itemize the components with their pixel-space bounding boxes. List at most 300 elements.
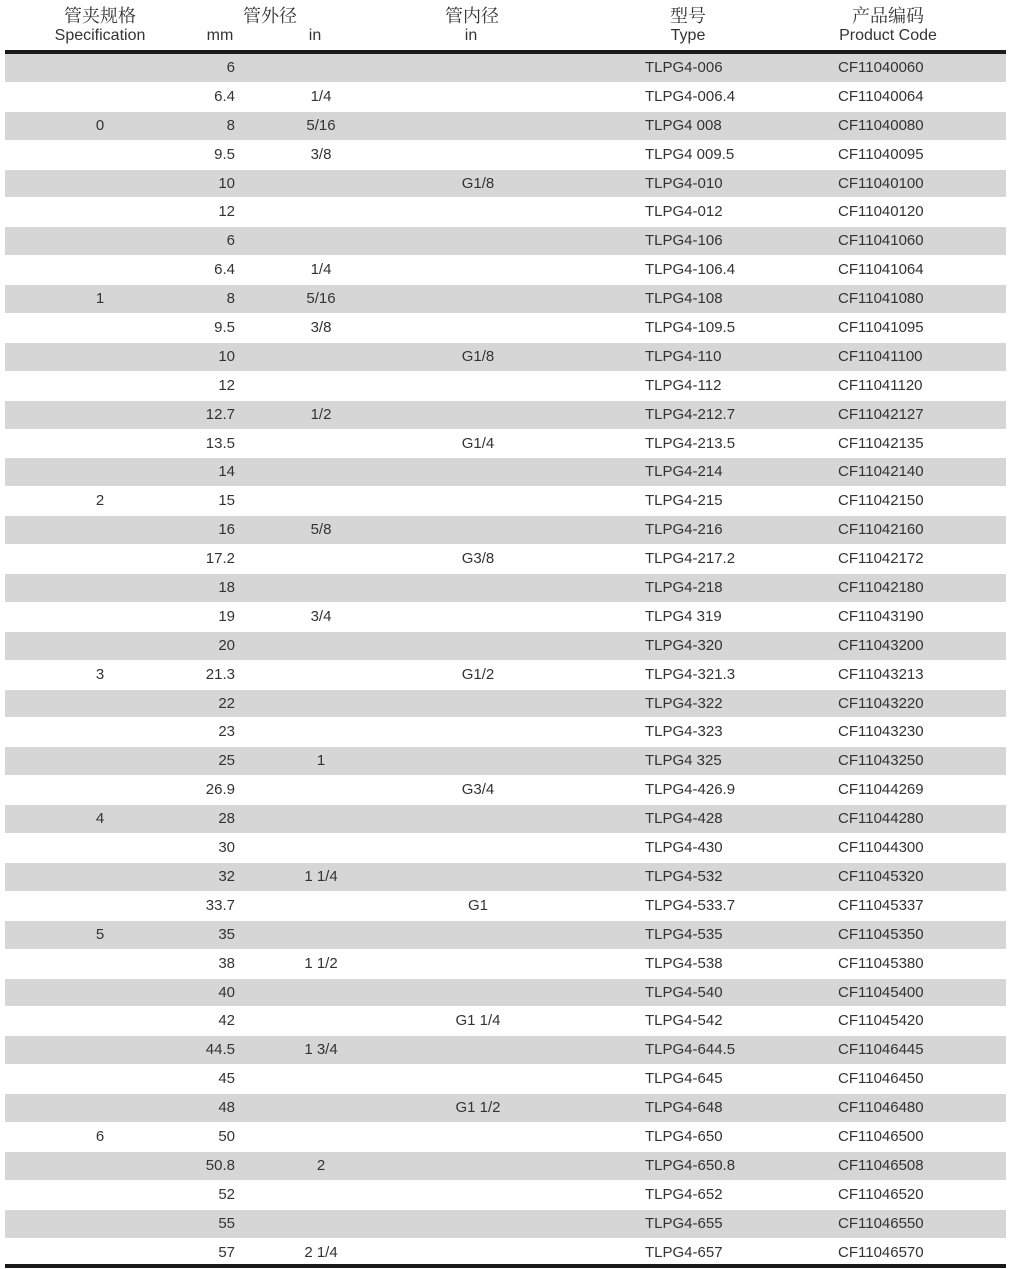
table-row: [5, 892, 1006, 921]
outer-diameter-mm-cell: 48: [218, 1099, 235, 1117]
inner-diameter-cell: [428, 487, 528, 515]
outer-diameter-header-zh: 管外径: [243, 6, 297, 26]
spec-cell: [5, 950, 195, 978]
inner-diameter-cell: [428, 1065, 528, 1093]
spec-cell: 1: [95, 290, 105, 308]
outer-diameter-in-cell: 2: [316, 1156, 326, 1174]
type-cell: TLPG4 009.5: [645, 145, 735, 163]
type-cell: TLPG4-320: [645, 636, 723, 654]
type-cell: TLPG4-108: [645, 290, 723, 308]
spec-cell: [5, 776, 195, 804]
outer-diameter-in-cell: [271, 227, 371, 255]
table-row: [5, 256, 1006, 285]
outer-diameter-mm-cell: 18: [218, 579, 235, 597]
outer-diameter-mm-cell: 12: [218, 203, 235, 221]
table-row: [5, 1094, 1006, 1123]
product-code-cell: CF11041060: [838, 232, 924, 250]
inner-diameter-cell: [428, 141, 528, 169]
product-code-cell: CF11043213: [838, 665, 924, 683]
inner-diameter-cell: [428, 834, 528, 862]
spec-cell: 2: [95, 492, 105, 510]
outer-diameter-mm-cell: 8: [226, 116, 235, 134]
type-cell: TLPG4-538: [645, 954, 723, 972]
spec-cell: [5, 863, 195, 891]
inner-diameter-cell: G1 1/4: [455, 1012, 501, 1030]
outer-diameter-in-cell: 5/16: [306, 290, 336, 308]
spec-cell: [5, 1065, 195, 1093]
spec-cell: [5, 83, 195, 111]
type-cell: TLPG4-648: [645, 1099, 723, 1117]
spec-cell: [5, 170, 195, 198]
outer-diameter-mm-cell: 12.7: [205, 405, 235, 423]
spec-cell: [5, 979, 195, 1007]
type-cell: TLPG4-106: [645, 232, 723, 250]
outer-diameter-in-cell: [271, 892, 371, 920]
outer-diameter-in-cell: 1/4: [310, 261, 332, 279]
inner-diameter-cell: [428, 747, 528, 775]
inner-diameter-cell: G1: [467, 896, 488, 914]
spec-cell: [5, 401, 195, 429]
outer-diameter-mm-cell: 45: [218, 1070, 235, 1088]
table-row: [5, 979, 1006, 1008]
inner-diameter-cell: G1/8: [461, 347, 495, 365]
table-row: [5, 112, 1006, 141]
product-code-cell: CF11046500: [838, 1127, 924, 1145]
outer-diameter-mm-cell: 25: [218, 752, 235, 770]
outer-diameter-mm-cell: 44.5: [205, 1041, 235, 1059]
type-cell: TLPG4-213.5: [645, 434, 736, 452]
table-row: [5, 141, 1006, 170]
product-code-cell: CF11043200: [838, 636, 924, 654]
inner-diameter-cell: [428, 54, 528, 82]
table-row: [5, 314, 1006, 343]
table-row: [5, 227, 1006, 256]
table-row: [5, 285, 1006, 314]
type-cell: TLPG4-006.4: [645, 87, 736, 105]
outer-diameter-in-cell: [271, 545, 371, 573]
type-cell: TLPG4-322: [645, 694, 723, 712]
outer-diameter-mm-cell: 20: [218, 636, 235, 654]
outer-diameter-in-cell: 1 1/2: [304, 954, 338, 972]
inner-diameter-cell: [428, 83, 528, 111]
product-code-cell: CF11045420: [838, 1012, 924, 1030]
outer-diameter-in-cell: [271, 487, 371, 515]
table-row: [5, 718, 1006, 747]
type-cell: TLPG4-652: [645, 1185, 723, 1203]
table-row: [5, 372, 1006, 401]
inner-diameter-cell: [428, 516, 528, 544]
product-code-cell: CF11042180: [838, 579, 924, 597]
outer-diameter-in-cell: [271, 170, 371, 198]
inner-diameter-cell: [428, 458, 528, 486]
type-cell: TLPG4-010: [645, 174, 723, 192]
inner-diameter-cell: [428, 1123, 528, 1151]
outer-diameter-in-cell: 3/8: [310, 319, 332, 337]
spec-cell: [5, 1181, 195, 1209]
product-code-cell: CF11041095: [838, 319, 924, 337]
spec-header-en: Specification: [54, 27, 146, 44]
outer-diameter-mm-cell: 52: [218, 1185, 235, 1203]
inner-diameter-cell: [428, 198, 528, 226]
table-row: [5, 1152, 1006, 1181]
outer-diameter-mm-cell: 9.5: [214, 145, 235, 163]
table-row: [5, 805, 1006, 834]
spec-header-zh: 管夹规格: [64, 6, 136, 26]
outer-diameter-mm-cell: 57: [218, 1243, 235, 1261]
outer-diameter-mm-cell: 15: [218, 492, 235, 510]
table-row: [5, 863, 1006, 892]
product-code-header-en: Product Code: [839, 27, 937, 44]
outer-diameter-in-cell: [271, 1094, 371, 1122]
inner-diameter-cell: [428, 256, 528, 284]
table-row: [5, 603, 1006, 632]
type-cell: TLPG4-212.7: [645, 405, 736, 423]
outer-diameter-mm-cell: 42: [218, 1012, 235, 1030]
product-code-cell: CF11042172: [838, 550, 924, 568]
outer-diameter-in-cell: 1 3/4: [304, 1041, 338, 1059]
inner-diameter-cell: [428, 921, 528, 949]
table-row: [5, 834, 1006, 863]
outer-diameter-in-cell: [271, 834, 371, 862]
product-code-cell: CF11044280: [838, 810, 924, 828]
spec-cell: [5, 747, 195, 775]
outer-diameter-in-cell: [271, 1123, 371, 1151]
type-cell: TLPG4 008: [645, 116, 722, 134]
outer-diameter-in-cell: [271, 1181, 371, 1209]
product-code-cell: CF11046508: [838, 1156, 924, 1174]
spec-cell: 5: [95, 925, 105, 943]
inner-diameter-cell: [428, 603, 528, 631]
outer-diameter-in-cell: [271, 1007, 371, 1035]
outer-diameter-mm-cell: 32: [218, 867, 235, 885]
outer-diameter-mm-cell: 6: [226, 232, 235, 250]
inner-diameter-cell: [428, 372, 528, 400]
product-code-cell: CF11046445: [838, 1041, 924, 1059]
table-row: [5, 516, 1006, 545]
inner-diameter-cell: [428, 690, 528, 718]
type-cell: TLPG4-215: [645, 492, 723, 510]
outer-diameter-in-cell: [271, 921, 371, 949]
type-cell: TLPG4-426.9: [645, 781, 736, 799]
inner-diameter-cell: [428, 805, 528, 833]
type-cell: TLPG4-650.8: [645, 1156, 736, 1174]
product-code-cell: CF11045320: [838, 867, 924, 885]
outer-diameter-mm-cell: 17.2: [205, 550, 235, 568]
table-row: [5, 632, 1006, 661]
type-cell: TLPG4-112: [645, 376, 722, 394]
product-code-cell: CF11043250: [838, 752, 924, 770]
type-cell: TLPG4 319: [645, 607, 722, 625]
outer-diameter-mm-cell: 50: [218, 1127, 235, 1145]
type-cell: TLPG4-655: [645, 1214, 723, 1232]
inner-diameter-cell: [428, 1181, 528, 1209]
inner-diameter-cell: [428, 979, 528, 1007]
outer-diameter-mm-cell: 12: [218, 376, 235, 394]
product-code-cell: CF11045400: [838, 983, 924, 1001]
type-cell: TLPG4-535: [645, 925, 723, 943]
product-code-cell: CF11046550: [838, 1214, 924, 1232]
product-code-cell: CF11043220: [838, 694, 924, 712]
product-code-cell: CF11042135: [838, 434, 924, 452]
product-code-cell: CF11041064: [838, 261, 924, 279]
table-row: [5, 1181, 1006, 1210]
outer-diameter-in-cell: [271, 1210, 371, 1238]
table-row: [5, 170, 1006, 199]
product-code-cell: CF11043230: [838, 723, 924, 741]
outer-diameter-mm-cell: 14: [218, 463, 235, 481]
inner-diameter-cell: [428, 1036, 528, 1064]
product-code-cell: CF11046570: [838, 1243, 924, 1261]
type-cell: TLPG4 325: [645, 752, 722, 770]
inner-diameter-cell: [428, 285, 528, 313]
outer-diameter-in-cell: 1/4: [310, 87, 332, 105]
outer-diameter-mm-cell: 26.9: [205, 781, 235, 799]
spec-cell: [5, 314, 195, 342]
product-code-cell: CF11044269: [838, 781, 924, 799]
table-row: [5, 83, 1006, 112]
type-cell: TLPG4-321.3: [645, 665, 736, 683]
outer-diameter-mm-cell: 21.3: [205, 665, 235, 683]
product-code-cell: CF11045380: [838, 954, 924, 972]
spec-cell: 3: [95, 665, 105, 683]
inner-diameter-cell: [428, 863, 528, 891]
outer-diameter-in-cell: [271, 430, 371, 458]
spec-cell: 0: [95, 116, 105, 134]
inner-diameter-cell: [428, 314, 528, 342]
inner-diameter-cell: [428, 718, 528, 746]
inner-diameter-cell: G1/4: [461, 434, 495, 452]
type-cell: TLPG4-217.2: [645, 550, 736, 568]
table-row: [5, 343, 1006, 372]
outer-diameter-in-cell: 3/8: [310, 145, 332, 163]
product-code-cell: CF11046480: [838, 1099, 924, 1117]
spec-cell: [5, 632, 195, 660]
type-cell: TLPG4-542: [645, 1012, 723, 1030]
spec-cell: [5, 256, 195, 284]
inner-diameter-cell: G3/8: [461, 550, 495, 568]
type-cell: TLPG4-323: [645, 723, 723, 741]
type-cell: TLPG4-532: [645, 867, 723, 885]
outer-diameter-in-cell: [271, 718, 371, 746]
table-row: [5, 1065, 1006, 1094]
table-row: [5, 458, 1006, 487]
table-row: [5, 487, 1006, 516]
outer-diameter-mm-cell: 35: [218, 925, 235, 943]
outer-diameter-in-cell: [271, 661, 371, 689]
outer-diameter-mm-cell: 6: [226, 59, 235, 76]
outer-diameter-mm-cell: 30: [218, 839, 235, 857]
product-code-cell: CF11044300: [838, 839, 924, 857]
table-row: [5, 661, 1006, 690]
table-row: [5, 690, 1006, 719]
table-row: [5, 747, 1006, 776]
outer-diameter-in-cell: 5/8: [310, 521, 332, 539]
table-row: [5, 1123, 1006, 1152]
spec-cell: [5, 834, 195, 862]
table-header: [0, 0, 1012, 50]
product-code-cell: CF11040100: [838, 174, 924, 192]
product-code-cell: CF11040095: [838, 145, 924, 163]
type-cell: TLPG4-214: [645, 463, 723, 481]
product-code-cell: CF11045350: [838, 925, 924, 943]
outer-diameter-in-cell: [271, 805, 371, 833]
inner-diameter-cell: [428, 1210, 528, 1238]
spec-cell: [5, 574, 195, 602]
outer-diameter-in-cell: 1 1/4: [304, 867, 338, 885]
outer-diameter-mm-cell: 10: [218, 347, 235, 365]
spec-cell: [5, 516, 195, 544]
table-row: [5, 921, 1006, 950]
product-code-cell: CF11046520: [838, 1185, 924, 1203]
table-row: [5, 430, 1006, 459]
table-row: [5, 776, 1006, 805]
type-cell: TLPG4-657: [645, 1243, 723, 1261]
product-code-cell: CF11040060: [838, 59, 924, 76]
outer-diameter-mm-cell: 8: [226, 290, 235, 308]
table-row: [5, 54, 1006, 83]
outer-diameter-mm-cell: 23: [218, 723, 235, 741]
outer-diameter-in-cell: [271, 458, 371, 486]
outer-diameter-mm-cell: 19: [218, 607, 235, 625]
spec-cell: [5, 458, 195, 486]
bottom-rule: [5, 1264, 1006, 1268]
inner-diameter-cell: G1 1/2: [455, 1099, 501, 1117]
outer-diameter-mm-cell: 33.7: [205, 896, 235, 914]
table-row: [5, 950, 1006, 979]
inner-diameter-cell: G3/4: [461, 781, 495, 799]
inner-diameter-header-zh: 管内径: [445, 6, 499, 26]
spec-cell: [5, 545, 195, 573]
outer-diameter-in-cell: 5/16: [306, 116, 336, 134]
outer-diameter-mm-header: mm: [206, 27, 234, 44]
spec-cell: [5, 1094, 195, 1122]
spec-cell: [5, 1239, 195, 1267]
type-cell: TLPG4-533.7: [645, 896, 736, 914]
type-cell: TLPG4-110: [645, 347, 722, 365]
inner-diameter-cell: [428, 574, 528, 602]
product-code-cell: CF11040120: [838, 203, 924, 221]
spec-cell: [5, 198, 195, 226]
type-cell: TLPG4-006: [645, 59, 723, 76]
inner-diameter-cell: G1/8: [461, 174, 495, 192]
type-cell: TLPG4-216: [645, 521, 723, 539]
type-cell: TLPG4-650: [645, 1127, 723, 1145]
type-cell: TLPG4-109.5: [645, 319, 736, 337]
outer-diameter-in-cell: [271, 690, 371, 718]
type-cell: TLPG4-012: [645, 203, 723, 221]
product-code-header-zh: 产品编码: [852, 6, 924, 26]
spec-cell: [5, 1152, 195, 1180]
spec-cell: [5, 372, 195, 400]
inner-diameter-cell: [428, 401, 528, 429]
type-cell: TLPG4-428: [645, 810, 723, 828]
inner-diameter-in-header: in: [464, 27, 478, 44]
table-row: [5, 401, 1006, 430]
inner-diameter-cell: [428, 632, 528, 660]
table-row: [5, 574, 1006, 603]
spec-cell: [5, 718, 195, 746]
type-cell: TLPG4-430: [645, 839, 723, 857]
spec-cell: [5, 892, 195, 920]
type-header-en: Type: [670, 27, 706, 44]
spec-cell: 4: [95, 810, 105, 828]
outer-diameter-mm-cell: 16: [218, 521, 235, 539]
product-code-cell: CF11042150: [838, 492, 924, 510]
outer-diameter-in-cell: [271, 198, 371, 226]
product-code-cell: CF11042160: [838, 521, 924, 539]
spec-cell: [5, 1210, 195, 1238]
outer-diameter-mm-cell: 28: [218, 810, 235, 828]
outer-diameter-in-cell: 1: [316, 752, 326, 770]
outer-diameter-mm-cell: 38: [218, 954, 235, 972]
outer-diameter-mm-cell: 6.4: [214, 261, 235, 279]
product-code-cell: CF11041120: [838, 376, 923, 394]
outer-diameter-mm-cell: 10: [218, 174, 235, 192]
spec-cell: [5, 227, 195, 255]
outer-diameter-in-cell: 2 1/4: [304, 1243, 338, 1261]
inner-diameter-cell: [428, 1152, 528, 1180]
inner-diameter-cell: [428, 1239, 528, 1267]
outer-diameter-in-cell: [271, 343, 371, 371]
outer-diameter-in-cell: [271, 632, 371, 660]
outer-diameter-mm-cell: 55: [218, 1214, 235, 1232]
outer-diameter-in-cell: 1/2: [310, 405, 332, 423]
table-row: [5, 545, 1006, 574]
inner-diameter-cell: [428, 112, 528, 140]
outer-diameter-in-cell: [271, 979, 371, 1007]
spec-cell: [5, 343, 195, 371]
table-row: [5, 1210, 1006, 1239]
product-code-cell: CF11040064: [838, 87, 924, 105]
product-code-cell: CF11045337: [838, 896, 924, 914]
product-code-cell: CF11046450: [838, 1070, 924, 1088]
type-cell: TLPG4-645: [645, 1070, 723, 1088]
spec-cell: [5, 430, 195, 458]
spec-cell: 6: [95, 1127, 105, 1145]
product-code-cell: CF11043190: [838, 607, 924, 625]
outer-diameter-mm-cell: 40: [218, 983, 235, 1001]
table-body: [5, 54, 1006, 1267]
product-code-cell: CF11042140: [838, 463, 924, 481]
outer-diameter-in-cell: [271, 1065, 371, 1093]
table-row: [5, 198, 1006, 227]
outer-diameter-in-cell: 3/4: [310, 607, 332, 625]
outer-diameter-mm-cell: 9.5: [214, 319, 235, 337]
outer-diameter-in-cell: [271, 776, 371, 804]
product-code-cell: CF11040080: [838, 116, 924, 134]
type-cell: TLPG4-644.5: [645, 1041, 736, 1059]
outer-diameter-mm-cell: 13.5: [205, 434, 235, 452]
outer-diameter-in-cell: [271, 372, 371, 400]
table-row: [5, 1007, 1006, 1036]
type-cell: TLPG4-218: [645, 579, 723, 597]
table-row: [5, 1036, 1006, 1065]
outer-diameter-mm-cell: 6.4: [214, 87, 235, 105]
spec-cell: [5, 690, 195, 718]
spec-cell: [5, 141, 195, 169]
type-cell: TLPG4-540: [645, 983, 723, 1001]
outer-diameter-mm-cell: 22: [218, 694, 235, 712]
outer-diameter-in-cell: [271, 54, 371, 82]
inner-diameter-cell: G1/2: [461, 665, 495, 683]
spec-cell: [5, 603, 195, 631]
spec-cell: [5, 1036, 195, 1064]
type-header-zh: 型号: [670, 6, 706, 26]
product-code-cell: CF11041100: [838, 347, 923, 365]
product-code-cell: CF11041080: [838, 290, 924, 308]
inner-diameter-cell: [428, 950, 528, 978]
spec-cell: [5, 54, 195, 82]
